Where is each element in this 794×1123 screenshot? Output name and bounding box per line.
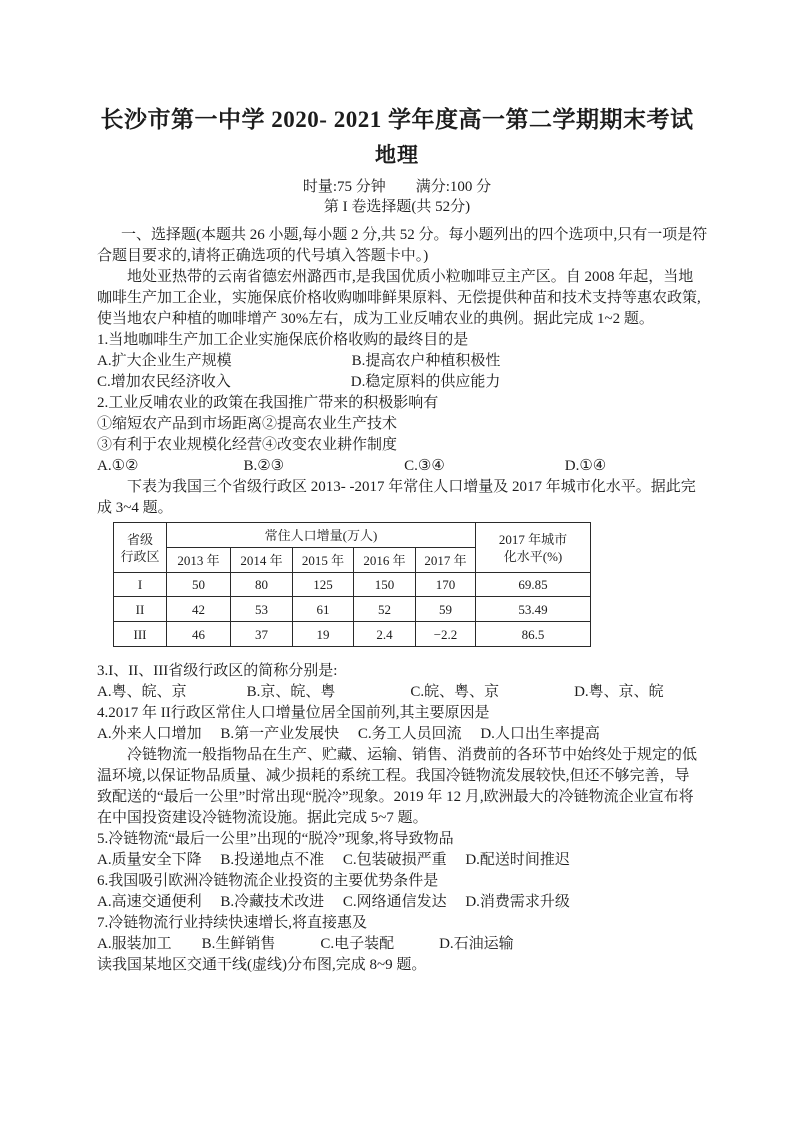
question-6-options: A.高速交通便利 B.冷藏技术改进 C.网络通信发达 D.消费需求升级 <box>97 894 570 910</box>
question-5-stem: 5.冷链物流“最后一公里”出现的“脱冷”现象,将导致物品 <box>97 831 454 847</box>
question-2-subitems-34: ③有利于农业规模化经营④改变农业耕作制度 <box>97 437 398 453</box>
question-7-options: A.服装加工 B.生鲜销售 C.电子装配 D.石油运输 <box>97 936 514 952</box>
question-4-stem: 4.2017 年 II行政区常住人口增量位居全国前列,其主要原因是 <box>97 705 490 721</box>
table-cell: 125 <box>293 573 354 597</box>
question-1-stem: 1.当地咖啡生产加工企业实施保底价格收购的最终目的是 <box>97 332 469 348</box>
table-row-label: II <box>114 597 167 622</box>
table-urban-header <box>476 523 591 573</box>
table-row <box>114 622 591 647</box>
section-heading: 第 I 卷选择题(共 52分) <box>323 199 471 215</box>
table-group-header: 常住人口增量(万人) <box>167 523 476 548</box>
passage-coldchain-line-3: 致配送的“最后一公里”时常出现“脱冷”现象。2019 年 12 月,欧洲最大的冷链物流企业宣布将 <box>97 789 694 805</box>
table-year-header: 2017 年 <box>416 548 476 573</box>
table-year-header: 2014 年 <box>231 548 293 573</box>
table-row <box>114 597 591 622</box>
table-cell-urban: 53.49 <box>476 597 591 622</box>
time-score-line: 时量:75 分钟 满分:100 分 <box>302 179 492 195</box>
table-cell: 59 <box>416 597 476 622</box>
table-urban-header-line-1: 2017 年城市 <box>498 531 568 547</box>
passage-coffee-line-1: 地处亚热带的云南省德宏州潞西市,是我国优质小粒咖啡豆主产区。自 2008 年起，当地 <box>127 269 694 285</box>
table-urban-header-line-2: 化水平(%) <box>503 548 563 564</box>
passage-coldchain-line-4: 在中国投资建设冷链物流设施。据此完成 5~7 题。 <box>97 810 428 826</box>
table-cell: 150 <box>354 573 416 597</box>
question-1-options-cd: C.增加农民经济收入 D.稳定原料的供应能力 <box>97 374 501 390</box>
table-cell: 37 <box>231 622 293 647</box>
table-year-header: 2015 年 <box>293 548 354 573</box>
table-cell-urban: 69.85 <box>476 573 591 597</box>
table-corner-line-2: 行政区 <box>120 548 160 564</box>
table-cell-urban: 86.5 <box>476 622 591 647</box>
table-row-label: III <box>114 622 167 647</box>
section-instructions-line-2: 合题目要求的,请将正确选项的代号填入答题卡中。) <box>97 248 429 264</box>
table-cell: 53 <box>231 597 293 622</box>
table-cell: −2.2 <box>416 622 476 647</box>
exam-body <box>97 225 737 976</box>
question-3-stem: 3.I、II、III省级行政区的简称分别是: <box>97 663 338 679</box>
table-cell: 50 <box>167 573 231 597</box>
question-2-options: A.①② B.②③ C.③④ D.①④ <box>97 458 607 474</box>
passage-coldchain-line-1: 冷链物流一般指物品在生产、贮藏、运输、销售、消费前的各环节中始终处于规定的低 <box>127 747 698 763</box>
question-2-stem: 2.工业反哺农业的政策在我国推广带来的积极影响有 <box>97 395 439 411</box>
table-cell: 80 <box>231 573 293 597</box>
question-1-options-ab: A.扩大企业生产规模 B.提高农户种植积极性 <box>97 353 501 369</box>
table-cell: 61 <box>293 597 354 622</box>
question-2-subitems-12: ①缩短农产品到市场距离②提高农业生产技术 <box>97 416 398 432</box>
section-instructions-line-1: 一、选择题(本题共 26 小题,每小题 2 分,共 52 分。每小题列出的四个选项中,只有一项是符 <box>121 227 708 243</box>
exam-title: 长沙市第一中学 2020- 2021 学年度高一第二学期期末考试 <box>100 107 694 132</box>
table-year-header: 2016 年 <box>354 548 416 573</box>
table-cell: 170 <box>416 573 476 597</box>
passage-coldchain-line-2: 温环境,以保证物品质量、减少损耗的系统工程。我国冷链物流发展较快,但还不够完善，导 <box>97 768 690 784</box>
exam-header <box>0 106 794 217</box>
question-6-stem: 6.我国吸引欧洲冷链物流企业投资的主要优势条件是 <box>97 873 439 889</box>
table-cell: 42 <box>167 597 231 622</box>
map-intro-line: 读我国某地区交通干线(虚线)分布图,完成 8~9 题。 <box>97 957 427 973</box>
question-3-options: A.粤、皖、京 B.京、皖、粤 C.皖、粤、京 D.粤、京、皖 <box>97 684 664 700</box>
exam-subject: 地理 <box>375 143 419 167</box>
table-cell: 2.4 <box>354 622 416 647</box>
table-year-header: 2013 年 <box>167 548 231 573</box>
table-corner-header <box>114 523 167 573</box>
table-cell: 52 <box>354 597 416 622</box>
table-cell: 46 <box>167 622 231 647</box>
population-table <box>113 522 591 647</box>
question-5-options: A.质量安全下降 B.投递地点不准 C.包装破损严重 D.配送时间推迟 <box>97 852 570 868</box>
table-corner-line-1: 省级 <box>126 531 153 547</box>
question-4-options: A.外来人口增加 B.第一产业发展快 C.务工人员回流 D.人口出生率提高 <box>97 726 600 742</box>
passage-table-intro-line-2: 成 3~4 题。 <box>97 500 173 516</box>
table-row <box>114 573 591 597</box>
passage-coffee-line-3: 使当地农户种植的咖啡增产 30%左右，成为工业反哺农业的典例。据此完成 1~2 题。 <box>97 311 654 327</box>
passage-table-intro-line-1: 下表为我国三个省级行政区 2013- -2017 年常住人口增量及 2017 年城市化水平。据此完 <box>127 479 696 495</box>
table-row-label: I <box>114 573 167 597</box>
passage-coffee-line-2: 咖啡生产加工企业，实施保底价格收购咖啡鲜果原料、无偿提供种苗和技术支持等惠农政策, <box>97 290 701 306</box>
table-cell: 19 <box>293 622 354 647</box>
question-7-stem: 7.冷链物流行业持续快速增长,将直接惠及 <box>97 915 368 931</box>
